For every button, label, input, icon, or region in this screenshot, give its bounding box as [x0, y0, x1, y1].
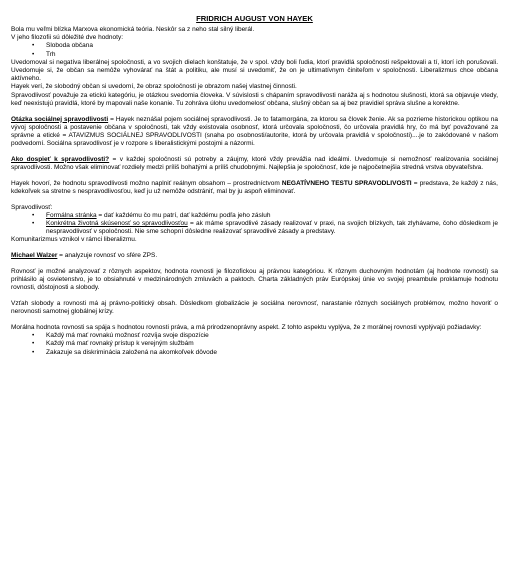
values-list — [11, 42, 498, 58]
bullet-icon: • — [32, 42, 35, 50]
requirements-list — [11, 332, 498, 357]
paragraph-equality: Rovnosť je možné analyzovať z rôznych aspektov, hodnota rovnosti je filozofickou aj právnou kategóriou. K rôznym duchovným hodnotám (aj hodnote rovnosti) sa prihlásilo aj osvietenstvo, je to obsiahnuté v medzinárodných zmluvách a paktoch. Charta základných práv Európskej únie vo svojej preambule proklamuje hodnotu rovnosti, dôstojnosti a slobody. — [11, 267, 498, 292]
social-justice-heading: Otázka sociálnej spravodlivosti — [11, 115, 109, 123]
paragraph-social-justice: Otázka sociálnej spravodlivosti = Hayek neznášal pojem sociálnej spravodlivosti. Je to fatamorgána, za ktorou sa človek ženie. Ak sa pozrieme historickou optikou na vývoj spoločnosti a postavenie občana v spoločnosti, tak vždy existovala osobnosť, ktorá určovala spoločnosti, čo určovala pravidlá hry, čo má byť považované za správne a etické = ATAVIZMUS SOCIÁLNEJ SPRAVODLIVOSTI (snaha po osobnosti/autorite, ktorá by určovala pravidlá v spoločnosti)....je to zakódované v našom podvedomí. Sociálna spravodlivosť je v rozpore s liberalistickými postojmi a názormi. — [11, 115, 498, 148]
document-title: FRIDRICH AUGUST VON HAYEK — [196, 14, 313, 23]
list-item: • Každý má mať rovnaký prístup k verejným službám — [32, 340, 194, 348]
spacer — [11, 316, 498, 324]
paragraph-free-citizen: Hayek verí, že slobodný občan si uvedomí, že obraz spoločnosti je obrazom našej vlastnej činnosti. — [11, 83, 297, 91]
list-item: • Konkrétna životná skúsenosť so spravodlivosťou = ak máme spravodlivé zásady realizovať v praxi, na svojich blízkych, tak zlyhávame, čoho dôsledkom je nespravodlivosť v spoločnosti. Nie sme schopní dôsledne realizovať spravodlivé zásady a predstavy. — [32, 220, 498, 236]
bullet-icon: • — [32, 340, 35, 348]
intro-line-2: V jeho filozofii sú dôležité dve hodnoty: — [11, 34, 124, 42]
paragraph-negative-test: Hayek hovorí, že hodnotu spravodlivosti možno naplniť reálnym obsahom – prostredníctvom NEGATÍVNEHO TESTU SPRAVODLIVOSTI = predstava, že každý z nás, kdekoľvek sa stretne s nespravodlivosťou, keď ju už nemôže odstrániť, mal by ju aspoň eliminovať. — [11, 179, 498, 195]
spacer — [11, 172, 498, 180]
spacer — [11, 292, 498, 300]
bullet-icon: • — [32, 220, 35, 228]
walzer-heading: Michael Walzer — [11, 252, 58, 260]
bullet-icon: • — [32, 211, 35, 219]
list-item: • Každý má mať rovnakú možnosť rozvíja svoje dispozície — [32, 332, 209, 340]
justice-list — [11, 212, 498, 237]
reach-justice-heading: Ako dospieť k spravodlivosti? — [11, 155, 110, 163]
list-item: • Trh — [32, 50, 56, 58]
spacer — [11, 260, 498, 268]
bullet-icon: • — [32, 348, 35, 356]
justice-label: Spravodlivosť: — [11, 203, 53, 211]
list-item: • Formálna stránka = dať každému čo mu patrí, dať každému podľa jeho zásluh — [32, 211, 271, 219]
spacer — [11, 148, 498, 156]
list-item: • Sloboda občana — [32, 42, 93, 50]
bullet-icon: • — [32, 332, 35, 340]
spacer — [11, 196, 498, 204]
paragraph-walzer: Michael Walzer = analyzuje rovnosť vo sfére ZPS. — [11, 252, 158, 260]
spacer — [11, 245, 498, 253]
paragraph-negatives: Uvedomoval si negatíva liberálnej spoločnosti, a vo svojich dielach konštatuje, že v spol. vždy boli ľudia, ktorí pravidlá spoločnosti rešpektovali a tí, ktorí ich porušovali. Uvedomuje si, že občan sa nemôže vyhovárať na štát a politiku, ale musí si uvedomiť, že on je ultimatívnym činiteľom v spoločnosti. Liberalizmus chce občana aktívneho. — [11, 58, 498, 83]
communitarianism-line: Komunitarizmus vznikol v rámci liberalizmu. — [11, 236, 137, 244]
spacer — [11, 108, 498, 116]
negative-test-term: NEGATÍVNEHO TESTU SPRAVODLIVOSTI — [281, 179, 412, 187]
paragraph-moral-equality: Morálna hodnota rovnosti sa spája s hodnotou rovnosti práva, a má prirodzenoprávny aspekt. Z tohto aspektu vyplýva, že z morálnej rovnosti vyplývajú požiadavky: — [11, 323, 482, 331]
bullet-icon: • — [32, 50, 35, 58]
paragraph-reach-justice: Ako dospieť k spravodlivosti? = v každej spoločnosti sú potreby a záujmy, ktoré vždy prevážia nad ideálmi. Uvedomuje si nemožnosť realizovania sociálnej spravodlivosti. Možno však eliminovať rozdiely medzi príliš bohatými a príliš chudobnými. Najlepšia je spoločnosť, kde je najpočetnejšia stredná vrstva obyvateľstva. — [11, 155, 498, 172]
list-item: • Zakazuje sa diskriminácia založená na akomkoľvek dôvode — [32, 348, 217, 356]
paragraph-justice: Spravodlivosť považuje za etickú kategóriu, je otázkou svedomia človeka. V súvislosti s chápaním spravodlivosti naráža aj s hodnotou slušnosti, ktorá sa objavuje vtedy, keď neexistujú pravidlá, ktoré by mapovali naše konanie. Tu zohráva úlohu uvedomelosť občana, slušný občan sa aj bez pravidiel správa slušne a korektne. — [11, 91, 498, 107]
paragraph-freedom-equality: Vzťah slobody a rovnosti má aj právno-politický obsah. Dôsledkom globalizácie je sociálna nerovnosť, narastanie rôznych sociálnych problémov, možno hovoriť o nerovnosti samotnej globálnej krízy. — [11, 299, 498, 316]
intro-line-1: Bola mu veľmi blízka Marxova ekonomická teória. Neskôr sa z neho stal silný liberál. — [11, 26, 255, 33]
